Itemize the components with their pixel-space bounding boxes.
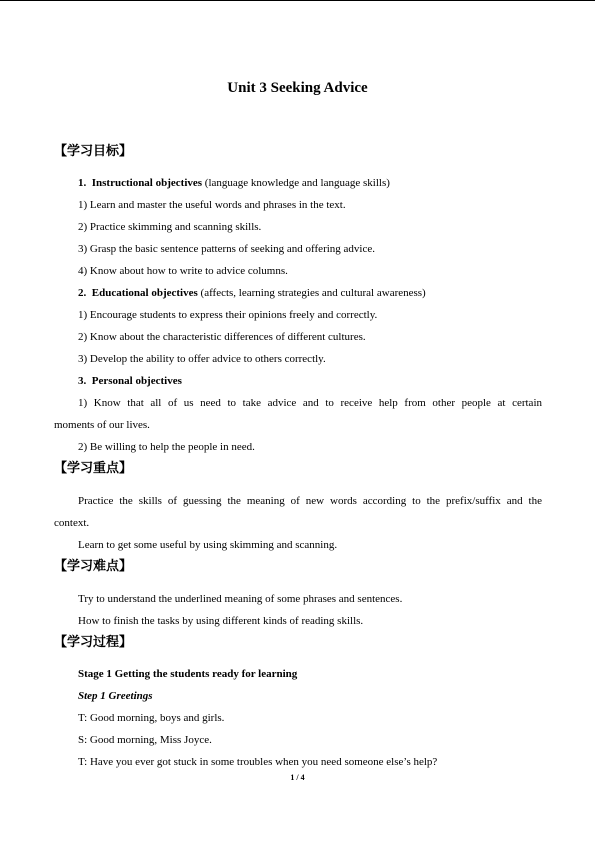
personal-item-line: 1) Know that all of us need to take advice and to receive help from other people at certain: [78, 397, 542, 409]
instructional-label: Instructional objectives: [91, 177, 203, 189]
instructional-item: 4) Know about how to write to advice columns.: [78, 265, 288, 277]
educational-item: 3) Develop the ability to offer advice to others correctly.: [78, 353, 326, 365]
personal-objectives-line: [78, 374, 182, 388]
educational-objectives-line: [78, 286, 426, 300]
dialogue-line: S: Good morning, Miss Joyce.: [78, 734, 212, 746]
page-number: 1 / 4: [290, 773, 305, 782]
instructional-number: 1.: [78, 177, 87, 189]
instructional-item: 3) Grasp the basic sentence patterns of seeking and offering advice.: [78, 243, 375, 255]
personal-label: Personal objectives: [91, 375, 182, 387]
educational-label: Educational objectives: [91, 287, 198, 299]
personal-item: 2) Be willing to help the people in need.: [78, 441, 255, 453]
difficulties-heading: 【学习难点】: [54, 559, 133, 574]
key-points-paragraph-line: Practice the skills of guessing the meaning of new words according to the prefix/suffix and the: [78, 495, 542, 507]
instructional-detail: (language knowledge and language skills): [202, 177, 390, 189]
educational-detail: (affects, learning strategies and cultural awareness): [197, 287, 426, 299]
educational-item: 2) Know about the characteristic differences of different cultures.: [78, 331, 366, 343]
key-points-paragraph-line: context.: [54, 517, 90, 529]
dialogue-line: T: Good morning, boys and girls.: [78, 712, 225, 724]
stage-heading: Stage 1 Getting the students ready for learning: [78, 668, 298, 680]
document-title: Unit 3 Seeking Advice: [227, 80, 368, 96]
key-points-heading: 【学习重点】: [54, 461, 133, 476]
educational-number: 2.: [78, 287, 87, 299]
difficulties-item: How to finish the tasks by using different kinds of reading skills.: [78, 615, 364, 627]
instructional-item: 2) Practice skimming and scanning skills.: [78, 221, 262, 233]
objectives-heading: 【学习目标】: [54, 144, 133, 159]
instructional-item: 1) Learn and master the useful words and phrases in the text.: [78, 199, 346, 211]
personal-item-line: moments of our lives.: [54, 419, 150, 431]
instructional-objectives-line: [78, 176, 390, 190]
key-points-paragraph: Learn to get some useful by using skimming and scanning.: [78, 539, 338, 551]
dialogue-line: T: Have you ever got stuck in some troubles when you need someone else’s help?: [78, 756, 438, 768]
process-heading: 【学习过程】: [54, 635, 133, 650]
difficulties-item: Try to understand the underlined meaning of some phrases and sentences.: [78, 593, 403, 605]
step-heading: Step 1 Greetings: [78, 690, 153, 702]
page-top-border: [0, 0, 595, 1]
personal-number: 3.: [78, 375, 87, 387]
educational-item: 1) Encourage students to express their opinions freely and correctly.: [78, 309, 378, 321]
